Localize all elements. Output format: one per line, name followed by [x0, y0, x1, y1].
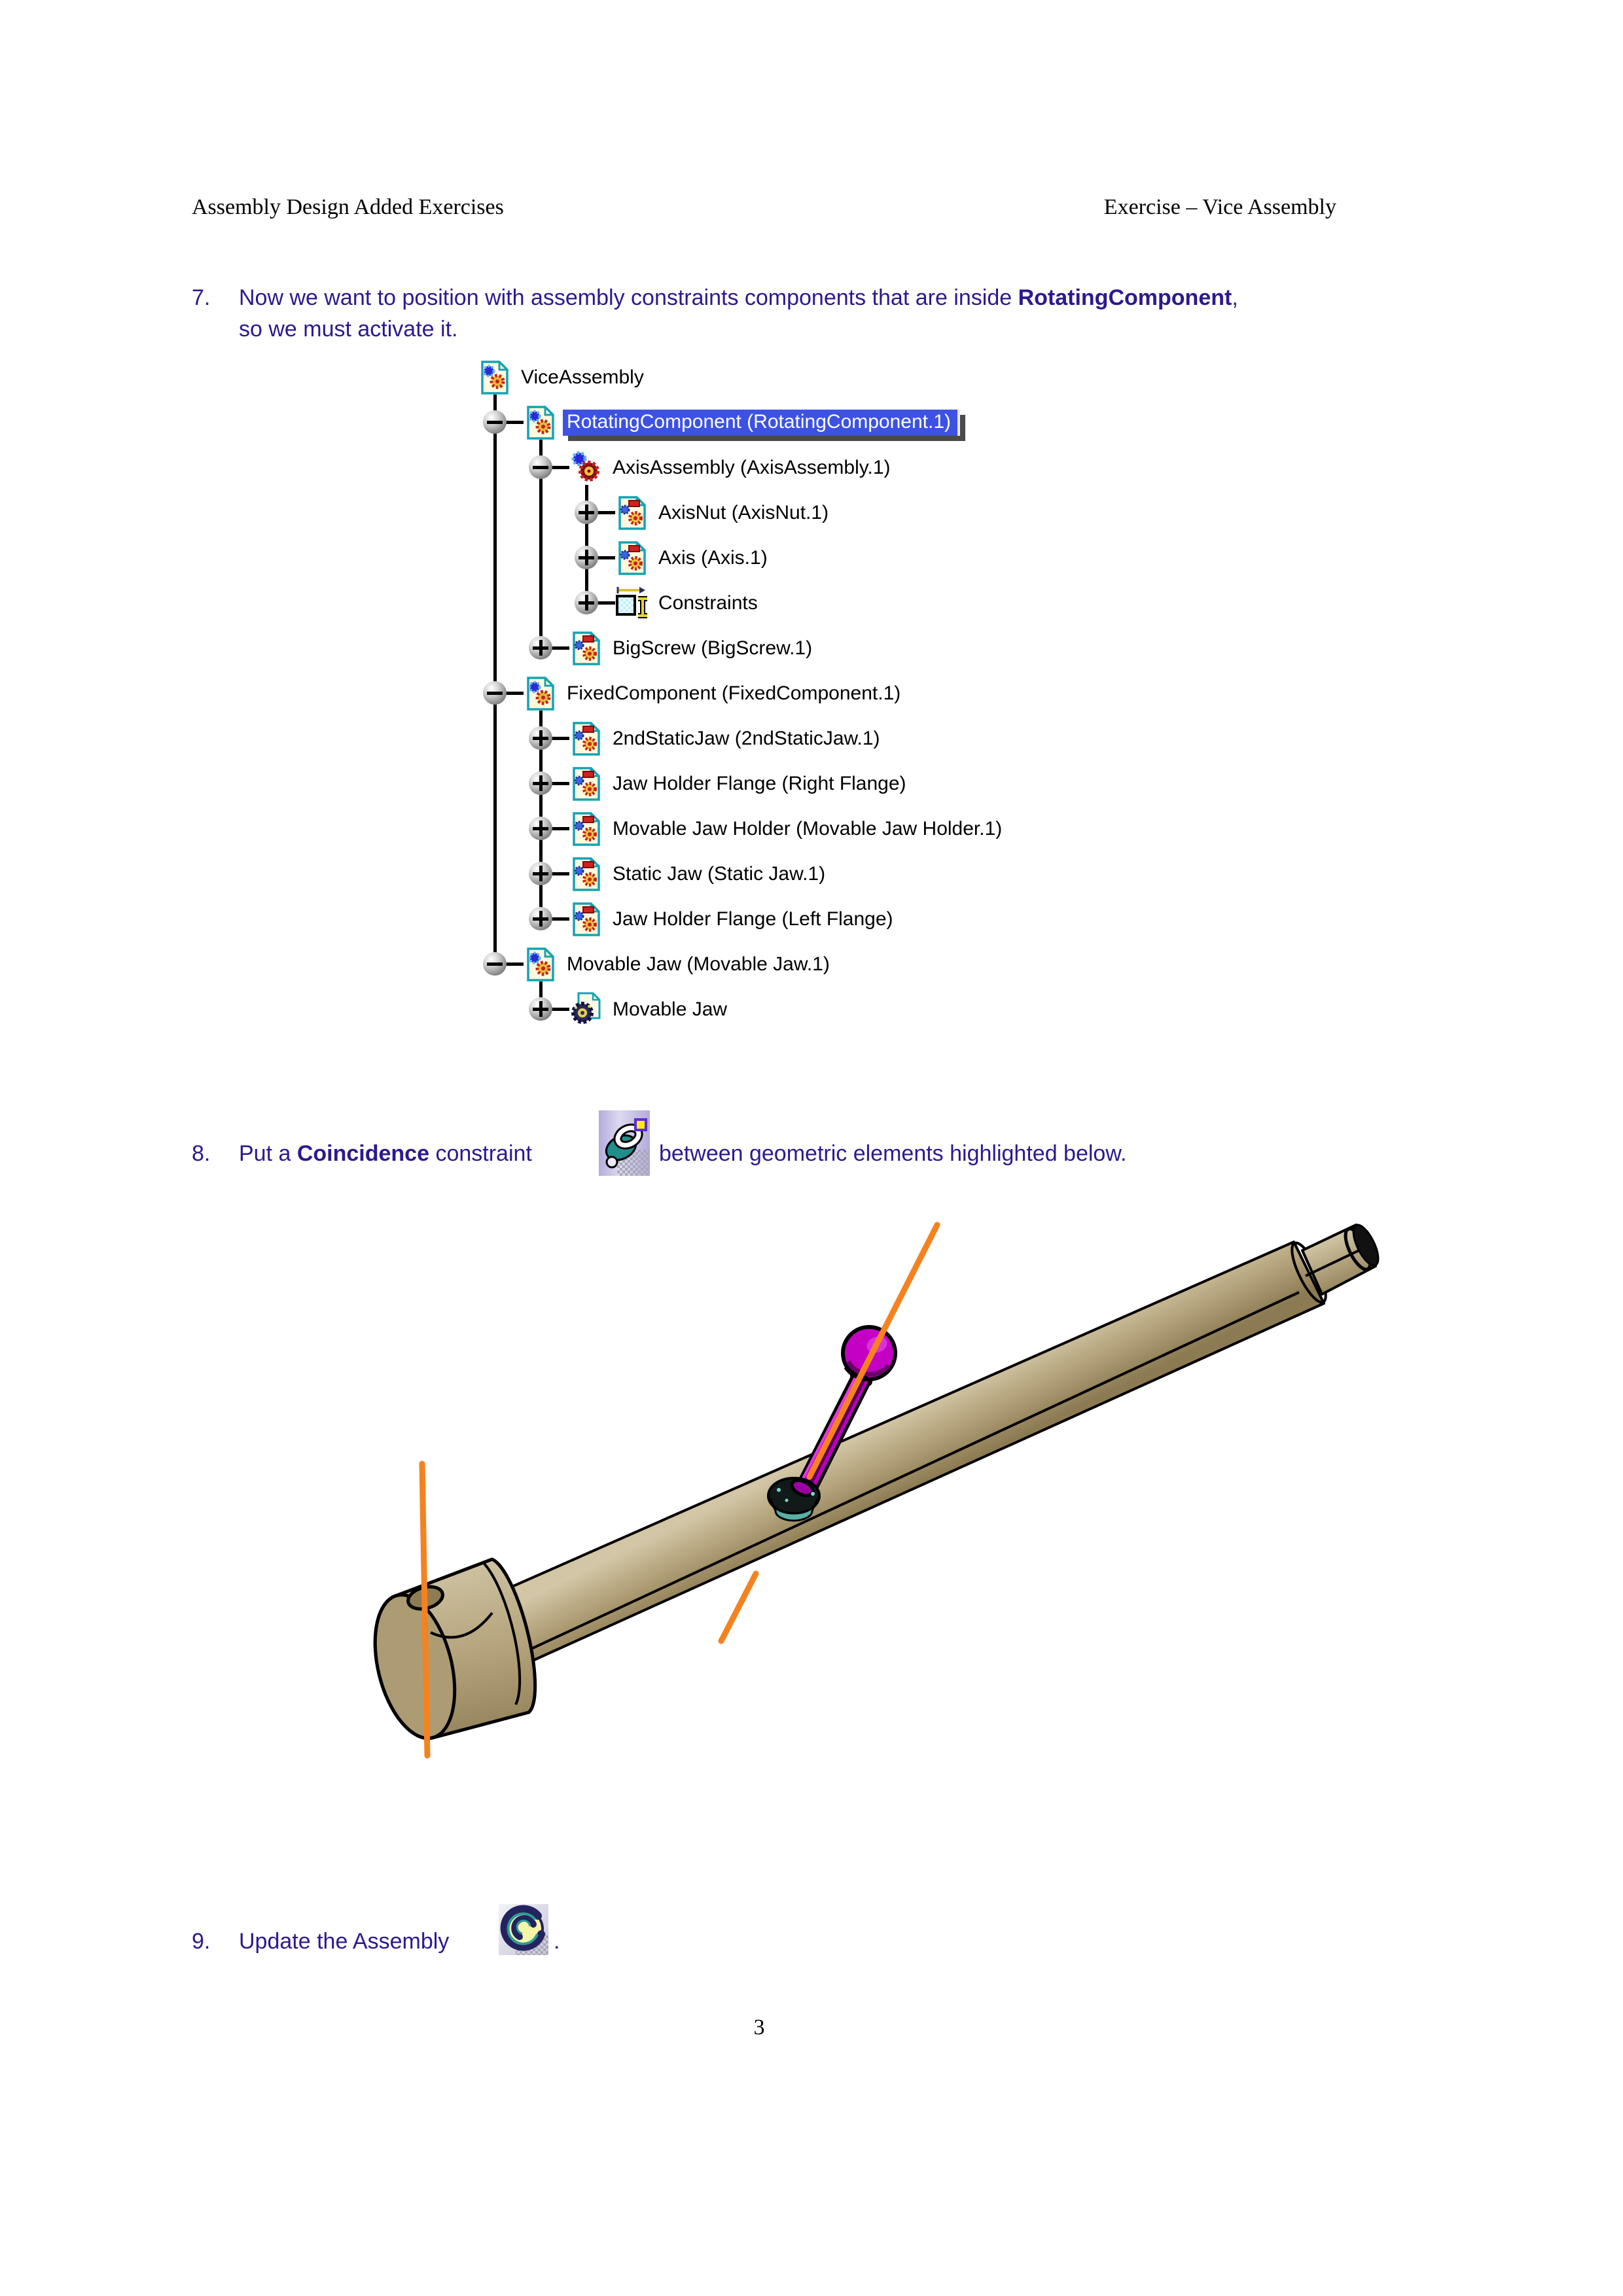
expander-minus[interactable]	[529, 455, 552, 479]
product-icon	[524, 405, 558, 440]
figure-3d-bigscrew	[321, 1207, 1407, 1783]
expander-plus[interactable]	[575, 501, 598, 524]
step-8-text-left	[239, 1141, 532, 1167]
tree-item[interactable]	[569, 766, 906, 802]
part-icon	[569, 766, 603, 802]
tree-item[interactable]	[524, 946, 830, 983]
tree-item[interactable]	[569, 630, 812, 667]
tree-connector	[550, 466, 569, 469]
part-icon	[615, 495, 649, 531]
axis-line-middle-lower[interactable]	[721, 1574, 756, 1641]
expander-plus[interactable]	[529, 817, 552, 840]
expander-plus[interactable]	[529, 726, 552, 750]
tree-connector	[550, 737, 569, 740]
coincidence-icon[interactable]	[599, 1110, 650, 1176]
page-number: 3	[753, 2015, 765, 2040]
tree-item[interactable]	[524, 675, 901, 712]
tree-item-label[interactable]: Axis (Axis.1)	[658, 547, 768, 569]
tree-connector	[550, 827, 569, 830]
part-icon	[569, 857, 603, 892]
expander-plus[interactable]	[575, 591, 598, 614]
step-7-line2: so we must activate it.	[239, 317, 458, 342]
step-9-period: .	[554, 1929, 560, 1954]
tree-item-label[interactable]: FixedComponent (FixedComponent.1)	[567, 682, 901, 704]
step-8-text2: constraint	[429, 1141, 532, 1166]
product-icon	[524, 676, 558, 711]
tree-connector	[550, 782, 569, 785]
tree-item-label[interactable]: RotatingComponent (RotatingComponent.1)	[563, 410, 960, 436]
tree-connector	[504, 692, 524, 695]
part-icon	[569, 721, 603, 756]
assembly-active-icon	[569, 450, 603, 486]
document-title-left: Assembly Design Added Exercises	[192, 195, 504, 219]
tree-item-label[interactable]: Jaw Holder Flange (Right Flange)	[613, 773, 906, 794]
tree-item-label[interactable]: BigScrew (BigScrew.1)	[613, 637, 813, 659]
product-icon	[478, 360, 512, 395]
step-7-comma: ,	[1232, 285, 1238, 310]
tree-item-label[interactable]: ViceAssembly	[521, 366, 644, 388]
part-icon	[569, 811, 603, 847]
step-8-bold: Coincidence	[296, 1141, 430, 1166]
tree-connector	[596, 601, 615, 605]
expander-plus[interactable]	[529, 997, 552, 1021]
tree-connector	[550, 872, 569, 875]
tree-item[interactable]	[569, 991, 727, 1028]
tree-connector	[504, 963, 524, 966]
tree-connector	[596, 556, 615, 559]
tree-item-label[interactable]: Static Jaw (Static Jaw.1)	[613, 863, 826, 885]
tree-connector	[504, 421, 524, 424]
expander-plus[interactable]	[529, 771, 552, 795]
tree-connector	[550, 646, 569, 650]
tree-item[interactable]	[569, 720, 880, 757]
specification-tree	[470, 357, 1242, 1037]
tree-item-label[interactable]: AxisNut (AxisNut.1)	[658, 502, 829, 523]
tree-connector	[550, 1008, 569, 1011]
step-7-bold: RotatingComponent	[1018, 285, 1232, 310]
document-title-right: Exercise – Vice Assembly	[1103, 195, 1336, 219]
product-icon	[524, 947, 558, 982]
tree-item-label[interactable]: Movable Jaw Holder (Movable Jaw Holder.1)	[613, 818, 1003, 839]
step-7-number: 7.	[192, 285, 211, 310]
expander-plus[interactable]	[575, 546, 598, 569]
part-icon	[615, 540, 649, 576]
step-7-text: Now we want to position with assembly constraints components that are inside	[239, 285, 1018, 310]
tree-item[interactable]	[569, 450, 891, 486]
expander-minus[interactable]	[483, 952, 507, 976]
expander-plus[interactable]	[529, 636, 552, 660]
collar	[768, 1477, 819, 1521]
tree-item[interactable]	[615, 495, 829, 531]
screw-shaft	[500, 1239, 1332, 1660]
expander-plus[interactable]	[529, 862, 552, 885]
tree-item[interactable]	[569, 856, 825, 892]
tree-connector	[550, 917, 569, 921]
tree-item[interactable]	[615, 540, 768, 576]
constraints-icon	[615, 586, 649, 621]
tree-item-label[interactable]: Movable Jaw	[613, 998, 728, 1020]
tree-item[interactable]	[569, 811, 1002, 847]
tree-item-label[interactable]: 2ndStaticJaw (2ndStaticJaw.1)	[613, 728, 880, 749]
tree-item-label[interactable]: Constraints	[658, 592, 758, 614]
step-9-text: Update the Assembly	[239, 1929, 450, 1954]
screw-head	[362, 1559, 535, 1746]
step-8-text-right: between geometric elements highlighted below.	[659, 1141, 1127, 1166]
expander-minus[interactable]	[483, 410, 507, 434]
expander-plus[interactable]	[529, 907, 552, 930]
step-9-number: 9.	[192, 1929, 211, 1954]
part-instance-icon	[569, 992, 603, 1027]
tree-item-label[interactable]: AxisAssembly (AxisAssembly.1)	[613, 457, 891, 478]
expander-minus[interactable]	[483, 681, 507, 705]
tree-item-label[interactable]: Jaw Holder Flange (Left Flange)	[613, 908, 893, 930]
step-8-number: 8.	[192, 1141, 211, 1166]
part-icon	[569, 902, 603, 937]
tree-item[interactable]	[478, 359, 644, 396]
tree-item-label[interactable]: Movable Jaw (Movable Jaw.1)	[567, 953, 830, 975]
update-icon[interactable]	[499, 1904, 548, 1955]
tree-item[interactable]	[569, 901, 893, 938]
step-8-text: Put a	[239, 1141, 297, 1166]
part-icon	[569, 631, 603, 666]
tree-item[interactable]	[524, 404, 960, 441]
tree-item[interactable]	[615, 585, 758, 622]
tree-connector	[596, 511, 615, 514]
tree-branch-line	[493, 395, 497, 964]
step-7-line1	[239, 285, 1238, 311]
